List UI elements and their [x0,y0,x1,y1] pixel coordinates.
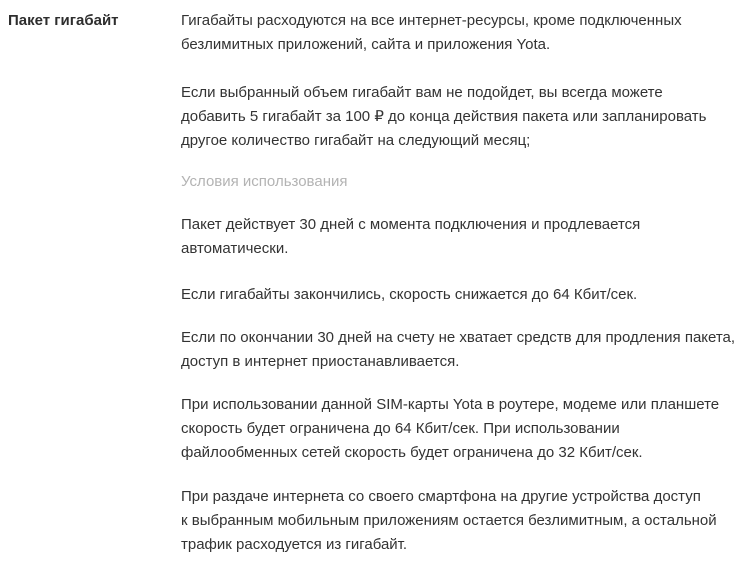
paragraph-line: скорость будет ограничена до 64 Кбит/сек. При использовании [181,420,620,437]
paragraph-line: трафик расходуется из гигабайт. [181,536,408,553]
paragraph-line: к выбранным мобильным приложениям остается безлимитным, а остальной [181,512,717,529]
row-content-column [181,9,744,557]
subheading-label: Условия использования [181,173,348,190]
subheading-terms-of-use [181,170,744,194]
paragraph-sim-in-router [181,393,744,465]
paragraph-speed-after-limit [181,283,744,307]
paragraph-line: Если по окончании 30 дней на счету не хватает средств для продления пакета, [181,329,736,346]
paragraph-line: При раздаче интернета со своего смартфона на другие устройства доступ [181,488,701,505]
paragraph-line: автоматически. [181,240,289,257]
paragraph-line: другое количество гигабайт на следующий месяц; [181,132,531,149]
paragraph-line: Если гигабайты закончились, скорость снижается до 64 Кбит/сек. [181,286,638,303]
paragraph-tethering [181,485,744,557]
paragraph-line: Пакет действует 30 дней с момента подключения и продлевается [181,216,641,233]
paragraph-line: безлимитных приложений, сайта и приложения Yota. [181,36,551,53]
paragraph-gigabytes-usage [181,9,744,57]
paragraph-line: доступ в интернет приостанавливается. [181,353,460,370]
paragraph-package-duration [181,213,744,261]
paragraph-line: добавить 5 гигабайт за 100 ₽ до конца действия пакета или запланировать [181,108,707,125]
paragraph-line: При использовании данной SIM-карты Yota в роутере, модеме или планшете [181,396,720,413]
paragraph-line: Гигабайты расходуются на все интернет-ресурсы, кроме подключенных [181,12,682,29]
row-title-column [8,9,181,33]
row-title: Пакет гигабайт [8,12,119,29]
paragraph-add-gigabytes [181,81,744,153]
paragraph-line: файлообменных сетей скорость будет ограничена до 32 Кбит/сек. [181,444,643,461]
paragraph-line: Если выбранный объем гигабайт вам не подойдет, вы всегда можете [181,84,663,101]
paragraph-insufficient-funds [181,326,744,374]
